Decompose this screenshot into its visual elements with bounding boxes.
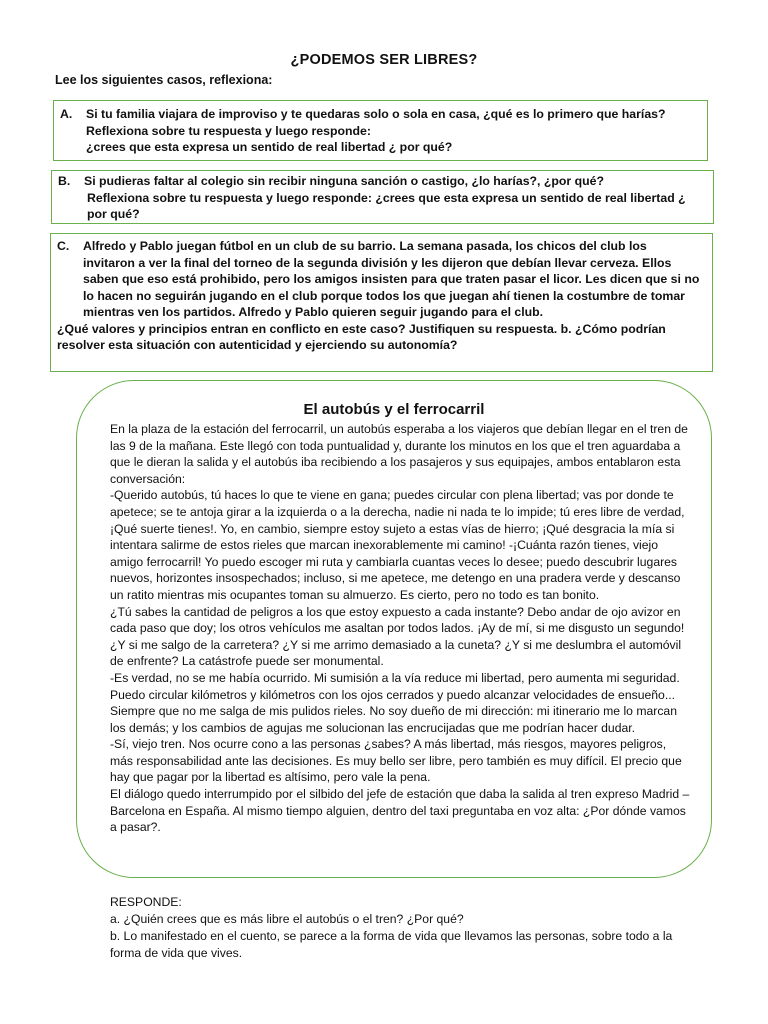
case-marker: C.	[57, 239, 70, 253]
story-paragraph: ¿Tú sabes la cantidad de peligros a los que estoy expuesto a cada instante? Debo andar de ojo avizor en cada paso que doy; los otros vehículos me asaltan por todos lados. ¡Ay de mí, si me disgusto un segundo! ¿Y si me salgo de la carretera? ¿Y si me arrimo demasiado a la cuneta? ¿Y si me deslumbra el automóvil de enfrente? La catástrofe puede ser monumental.	[110, 604, 685, 669]
responde-section	[110, 894, 690, 962]
case-text-line: ¿crees que esta expresa un sentido de real libertad ¿ por qué?	[86, 140, 453, 154]
case-text-line: Reflexiona sobre tu respuesta y luego responde:	[86, 123, 371, 138]
story-title: El autobús y el ferrocarril	[303, 401, 485, 418]
story-paragraph: En la plaza de la estación del ferrocarril, un autobús esperaba a los viajeros que debían llegar en el tren de las 9 de la mañana. Este llegó con toda puntualidad y, durante los minutos en los que el tren aguardaba a que le dieran la salida y el autobús iba recibiendo a los pasajeros y sus equipajes, ambos entablaron esta conversación:	[110, 422, 688, 486]
instruction-text: Lee los siguientes casos, reflexiona:	[55, 73, 273, 87]
story-body	[110, 421, 690, 836]
case-c-questions: ¿Qué valores y principios entran en conflicto en este caso? Justifiquen su respuesta. b. ¿Cómo podrían resolver esta situación con autenticidad y ejerciendo su autonomía?	[57, 321, 666, 352]
story-paragraph: El diálogo quedo interrumpido por el silbido del jefe de estación que daba la salida al tren expreso Madrid – Barcelona en España. Al mismo tiempo alguien, dentro del taxi preguntaba en voz alta: ¿Por dónde vamos a pasar?.	[110, 787, 690, 835]
story-paragraph: -Sí, viejo tren. Nos ocurre cono a las personas ¿sabes? A más libertad, más riesgos, mayores peligros, más responsabilidad ante las decisiones. Es muy bello ser libre, pero también es muy difícil. El precio que hay que pagar por la libertad es altísimo, pero vale la pena.	[110, 737, 682, 785]
page-title: ¿PODEMOS SER LIBRES?	[290, 52, 478, 68]
case-text-line: Alfredo y Pablo juegan fútbol en un club de su barrio. La semana pasada, los chicos del club los invitaron a ver la final del torneo de la segunda división y les dijeron que debían llevar cerveza. Ellos saben que eso está prohibido, pero los amigos insisten para que traten pasar el licor. Les dicen que si no lo hacen no seguirán jugando en el club porque todos los que juegan ahí tienen la costumbre de tomar mientras ven los partidos. Alfredo y Pablo quieren seguir jugando para el club.	[83, 239, 700, 319]
case-text-line: Si pudieras faltar al colegio sin recibir ninguna sanción o castigo, ¿lo harías?, ¿por qué?	[84, 174, 604, 188]
case-text-line: Reflexiona sobre tu respuesta y luego responde: ¿crees que esta expresa un sentido de real libertad ¿ por qué?	[87, 190, 686, 221]
responde-question: a. ¿Quién crees que es más libre el autobús o el tren? ¿Por qué?	[110, 912, 464, 926]
story-paragraph: -Querido autobús, tú haces lo que te viene en gana; puedes circular con plena libertad; vas por donde te apetece; se te antoja girar a la izquierda o a la derecha, nadie ni nada te lo impide; tú eres libre de verdad, ¡Qué suerte tienes!. Yo, en cambio, siempre estoy sujeto a estas vías de hierro; ¡Qué desgracia la mía si intentara salirme de estos rieles que marcan inexorablemente mi camino! -¡Cuánta razón tienes, viejo amigo ferrocarril! Yo puedo escoger mi ruta y cambiarla cuantas veces lo desee; puedo descubrir lugares nuevos, horizontes insospechados; incluso, si me apetece, me detengo en una pradera verde y descanso un ratito mientras mis ocupantes toman su almuerzo. Es cierto, pero no todo es tan bonito.	[110, 488, 685, 602]
responde-question: b. Lo manifestado en el cuento, se parece a la forma de vida que llevamos las personas, sobre todo a la forma de vida que vives.	[110, 929, 673, 960]
case-text-line: Si tu familia viajara de improviso y te quedaras solo o sola en casa, ¿qué es lo primero que harías?	[86, 107, 666, 121]
story-paragraph: -Es verdad, no se me había ocurrido. Mi sumisión a la vía reduce mi libertad, pero aumenta mi seguridad. Puedo circular kilómetros y kilómetros con los ojos cerrados y puedo alcanzar velocidades de ensueño... Siempre que no me salga de mis pulidos rieles. No soy dueño de mi dirección: mi itinerario me lo marcan los demás; y los cambios de agujas me solucionan las encrucijadas que me podrían hacer dudar.	[110, 670, 680, 735]
case-c-box	[50, 233, 713, 372]
case-marker: A.	[60, 107, 73, 121]
responde-heading: RESPONDE:	[110, 895, 182, 909]
case-b-box	[51, 170, 714, 224]
case-a-box	[53, 100, 708, 161]
case-marker: B.	[58, 174, 71, 188]
story-box	[76, 380, 712, 878]
